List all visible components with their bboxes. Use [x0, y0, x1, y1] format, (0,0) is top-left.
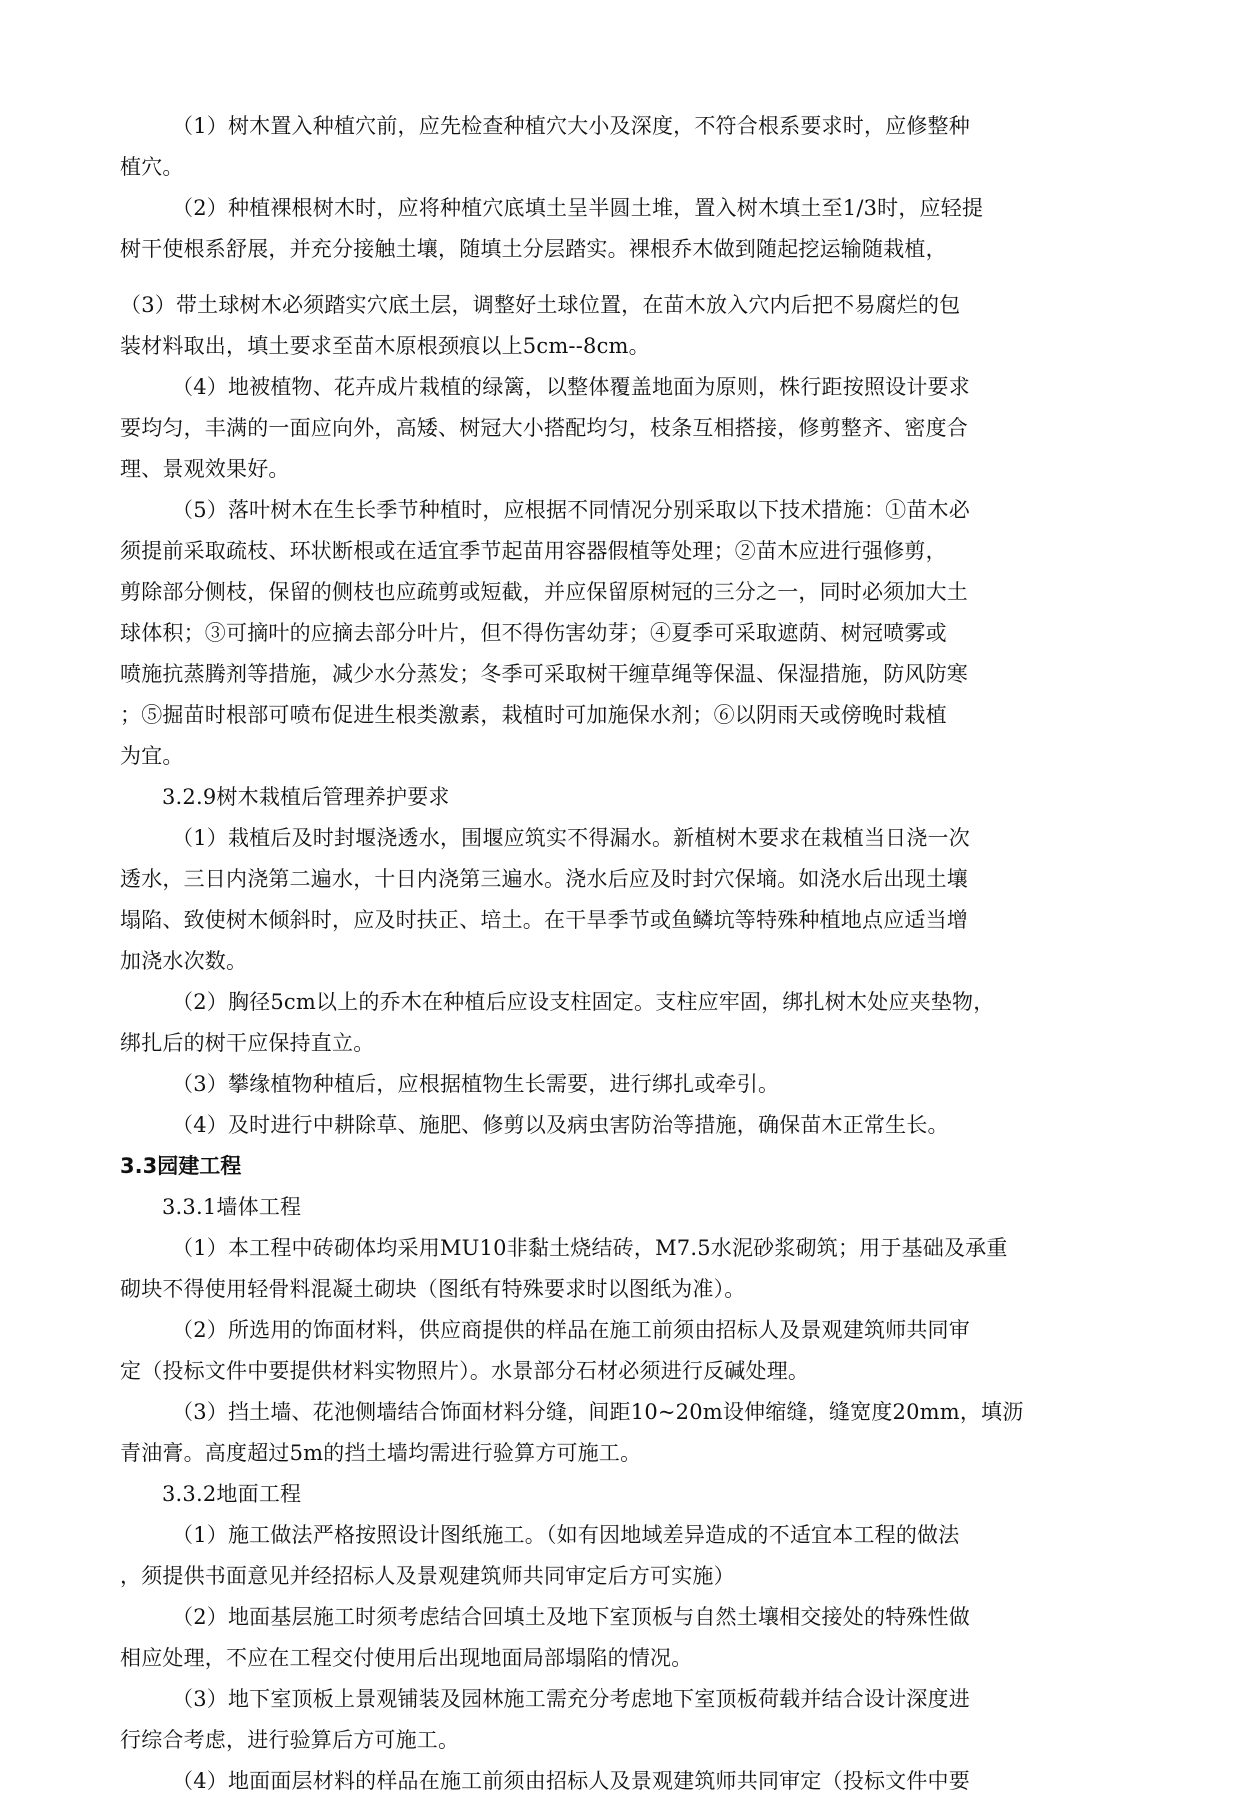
- paragraph-line: （1）栽植后及时封堰浇透水，围堰应筑实不得漏水。新植树木要求在栽植当日浇一次: [172, 826, 970, 850]
- paragraph-line: 为宜。: [120, 744, 184, 768]
- paragraph-line: 行综合考虑，进行验算后方可施工。: [120, 1728, 460, 1752]
- paragraph-line: （3）地下室顶板上景观铺装及园林施工需充分考虑地下室顶板荷载并结合设计深度进: [172, 1687, 970, 1711]
- paragraph-line: （2）种植裸根树木时，应将种植穴底填土呈半圆土堆，置入树木填土至1/3时，应轻提: [172, 196, 984, 220]
- paragraph-line: 要均匀，丰满的一面应向外，高矮、树冠大小搭配均匀，枝条互相搭接，修剪整齐、密度合: [120, 416, 968, 440]
- paragraph-line: 树干使根系舒展，并充分接触土壤，随填土分层踏实。裸根乔木做到随起挖运输随栽植，: [120, 237, 947, 261]
- paragraph-line: 塌陷、致使树木倾斜时，应及时扶正、培土。在干旱季节或鱼鳞坑等特殊种植地点应适当增: [120, 908, 968, 932]
- paragraph-line: 理、景观效果好。: [120, 457, 290, 481]
- paragraph-line: 定（投标文件中要提供材料实物照片）。水景部分石材必须进行反碱处理。: [120, 1359, 810, 1383]
- paragraph-line: ，须提供书面意见并经招标人及景观建筑师共同审定后方可实施）: [120, 1564, 735, 1588]
- paragraph-line: 植穴。: [120, 155, 184, 179]
- paragraph-line: （3）挡土墙、花池侧墙结合饰面材料分缝，间距10~20m设伸缩缝，缝宽度20mm，填沥: [172, 1400, 1024, 1424]
- paragraph-line: 绑扎后的树干应保持直立。: [120, 1031, 375, 1055]
- paragraph-line: 装材料取出，填土要求至苗木原根颈痕以上5cm--8cm。: [120, 334, 650, 358]
- paragraph-line: （4）地被植物、花卉成片栽植的绿篱，以整体覆盖地面为原则，株行距按照设计要求: [172, 375, 970, 399]
- subsection-title: 3.2.9树木栽植后管理养护要求: [162, 785, 450, 809]
- paragraph-line: （4）地面面层材料的样品在施工前须由招标人及景观建筑师共同审定（投标文件中要: [172, 1769, 970, 1793]
- section-heading: 3.3园建工程: [120, 1154, 242, 1178]
- paragraph-line: 砌块不得使用轻骨料混凝土砌块（图纸有特殊要求时以图纸为准）。: [120, 1277, 746, 1301]
- paragraph-line: （1）树木置入种植穴前，应先检查种植穴大小及深度，不符合根系要求时，应修整种: [172, 114, 970, 138]
- paragraph-line: 喷施抗蒸腾剂等措施，减少水分蒸发；冬季可采取树干缠草绳等保温、保湿措施，防风防寒: [120, 662, 968, 686]
- paragraph-line: 透水，三日内浇第二遍水，十日内浇第三遍水。浇水后应及时封穴保墒。如浇水后出现土壤: [120, 867, 968, 891]
- paragraph-line: （3）带土球树木必须踏实穴底土层，调整好土球位置，在苗木放入穴内后把不易腐烂的包: [120, 293, 961, 317]
- paragraph-line: （1）施工做法严格按照设计图纸施工。（如有因地域差异造成的不适宜本工程的做法: [172, 1523, 960, 1547]
- paragraph-line: 相应处理，不应在工程交付使用后出现地面局部塌陷的情况。: [120, 1646, 693, 1670]
- paragraph-line: 球体积；③可摘叶的应摘去部分叶片，但不得伤害幼芽；④夏季可采取遮荫、树冠喷雾或: [120, 621, 947, 645]
- paragraph-line: 青油膏。高度超过5m的挡土墙均需进行验算方可施工。: [120, 1441, 642, 1465]
- paragraph-line: （2）胸径5cm以上的乔木在种植后应设支柱固定。支柱应牢固，绑扎树木处应夹垫物，: [172, 990, 995, 1014]
- paragraph-line: （4）及时进行中耕除草、施肥、修剪以及病虫害防治等措施，确保苗木正常生长。: [172, 1113, 949, 1137]
- paragraph-line: 剪除部分侧枝，保留的侧枝也应疏剪或短截，并应保留原树冠的三分之一，同时必须加大土: [120, 580, 968, 604]
- paragraph-line: 加浇水次数。: [120, 949, 248, 973]
- paragraph-line: （3）攀缘植物种植后，应根据植物生长需要，进行绑扎或牵引。: [172, 1072, 780, 1096]
- paragraph-line: （2）地面基层施工时须考虑结合回填土及地下室顶板与自然土壤相交接处的特殊性做: [172, 1605, 970, 1629]
- paragraph-line: 须提前采取疏枝、环状断根或在适宜季节起苗用容器假植等处理；②苗木应进行强修剪，: [120, 539, 947, 563]
- paragraph-line: （2）所选用的饰面材料，供应商提供的样品在施工前须由招标人及景观建筑师共同审: [172, 1318, 970, 1342]
- document-page: [120, 112, 1120, 1808]
- paragraph-line: ；⑤掘苗时根部可喷布促进生根类激素，栽植时可加施保水剂；⑥以阴雨天或傍晚时栽植: [120, 703, 947, 727]
- paragraph-line: （1）本工程中砖砌体均采用MU10非黏土烧结砖，M7.5水泥砂浆砌筑；用于基础及承重: [172, 1236, 1008, 1260]
- subsection-title: 3.3.1墙体工程: [162, 1195, 302, 1219]
- paragraph-line: （5）落叶树木在生长季节种植时，应根据不同情况分别采取以下技术措施：①苗木必: [172, 498, 970, 522]
- subsection-title: 3.3.2地面工程: [162, 1482, 302, 1506]
